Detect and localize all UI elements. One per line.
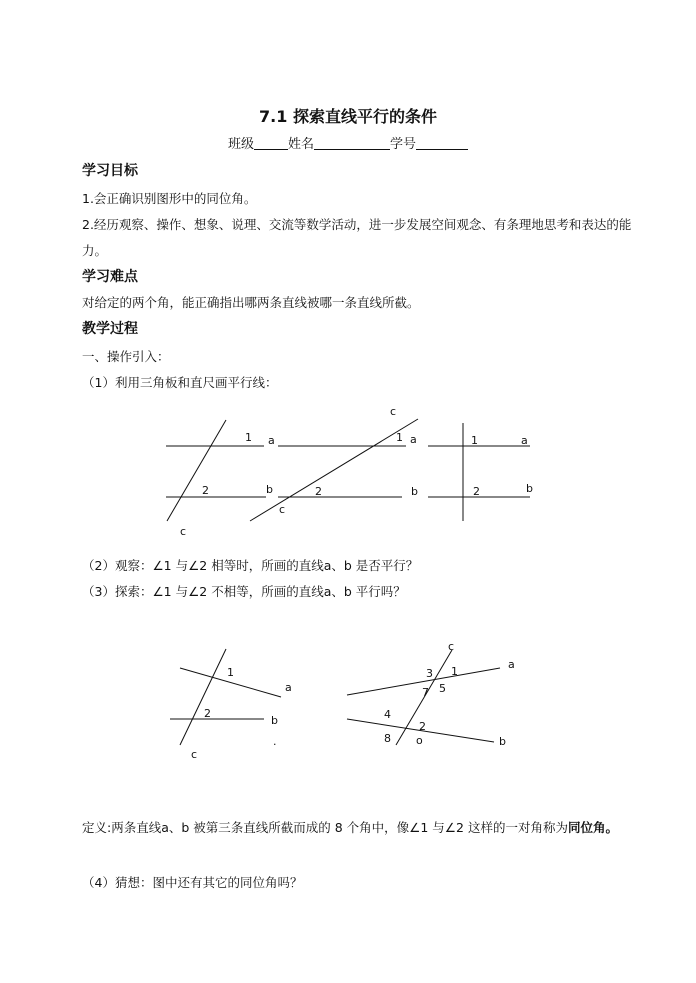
fig2-label-c-top: c <box>390 405 397 418</box>
fig1-angle-2: 2 <box>202 484 209 497</box>
fig4-label-c: c <box>191 748 198 761</box>
step-1-1: （1）利用三角板和直尺画平行线： <box>82 375 278 390</box>
difficulty-heading: 学习难点 <box>82 269 138 285</box>
step-4: （4）猜想：图中还有其它的同位角吗？ <box>82 875 303 890</box>
fig2-angle-2: 2 <box>315 485 322 498</box>
fig5-angle-4: 4 <box>384 708 391 721</box>
fig1-label-a: a <box>268 434 275 447</box>
fig2-label-a: a <box>410 433 417 446</box>
fig5-angle-1: 1 <box>451 665 458 678</box>
fig2-angle-1: 1 <box>396 431 403 444</box>
step-1: 一、操作引入： <box>82 349 170 364</box>
fig3-label-b: b <box>526 482 533 495</box>
fig3-angle-2: 2 <box>473 485 480 498</box>
fig2-line-c <box>250 419 418 521</box>
fig1-angle-1: 1 <box>245 431 252 444</box>
name-label: 姓名 <box>287 137 314 152</box>
goal-1: 1.会正确识别图形中的同位角。 <box>82 191 257 206</box>
fig2-label-b: b <box>411 485 418 498</box>
fig3-angle-1: 1 <box>471 434 478 447</box>
fig3-label-a: a <box>521 434 528 447</box>
goals-heading: 学习目标 <box>82 163 138 179</box>
number-label: 学号 <box>390 137 417 152</box>
fig4-angle-2: 2 <box>204 707 211 720</box>
fig5-angle-8: 8 <box>384 732 391 745</box>
fig1-label-b: b <box>266 483 273 496</box>
fig4-angle-1: 1 <box>227 666 234 679</box>
fig5-label-b: b <box>499 735 506 748</box>
difficulty-text: 对给定的两个角，能正确指出哪两条直线被哪一条直线所截。 <box>82 295 420 310</box>
fig5-angle-5: 5 <box>439 682 446 695</box>
definition <box>82 818 618 836</box>
goal-2-continued: 力。 <box>82 243 108 258</box>
fig2-label-c-bottom: c <box>279 503 286 516</box>
fig1-label-c: c <box>180 525 187 538</box>
fig5-angle-3: 3 <box>426 667 433 680</box>
page-title: 7.1 探索直线平行的条件 <box>259 107 437 126</box>
class-label: 班级 <box>227 137 254 152</box>
step-3: （3）探索：∠1 与∠2 不相等，所画的直线a、b 平行吗？ <box>82 584 406 599</box>
fig4-label-b: b <box>271 714 278 727</box>
fig5-angle-6: o <box>416 734 423 747</box>
process-heading: 教学过程 <box>82 321 138 337</box>
definition-text: 定义:两条直线a、b 被第三条直线所截而成的 8 个角中，像∠1 与∠2 这样的一对角称为 <box>82 820 568 835</box>
goal-2: 2.经历观察、操作、想象、说理、交流等数学活动，进一步发展空间观念、有条理地思考和表达的能 <box>82 217 632 232</box>
fig5-label-c: c <box>448 640 455 653</box>
fig4-line-c <box>180 649 226 745</box>
fig5-angle-7: 7 <box>422 686 429 699</box>
fig4-dot: . <box>273 735 277 748</box>
definition-term: 同位角。 <box>567 820 618 835</box>
step-2: （2）观察：∠1 与∠2 相等时，所画的直线a、b 是否平行？ <box>82 558 419 573</box>
fig4-label-a: a <box>285 681 292 694</box>
fig1-line-c <box>167 420 226 521</box>
fig5-label-a: a <box>508 658 515 671</box>
fig5-angle-2: 2 <box>419 720 426 733</box>
